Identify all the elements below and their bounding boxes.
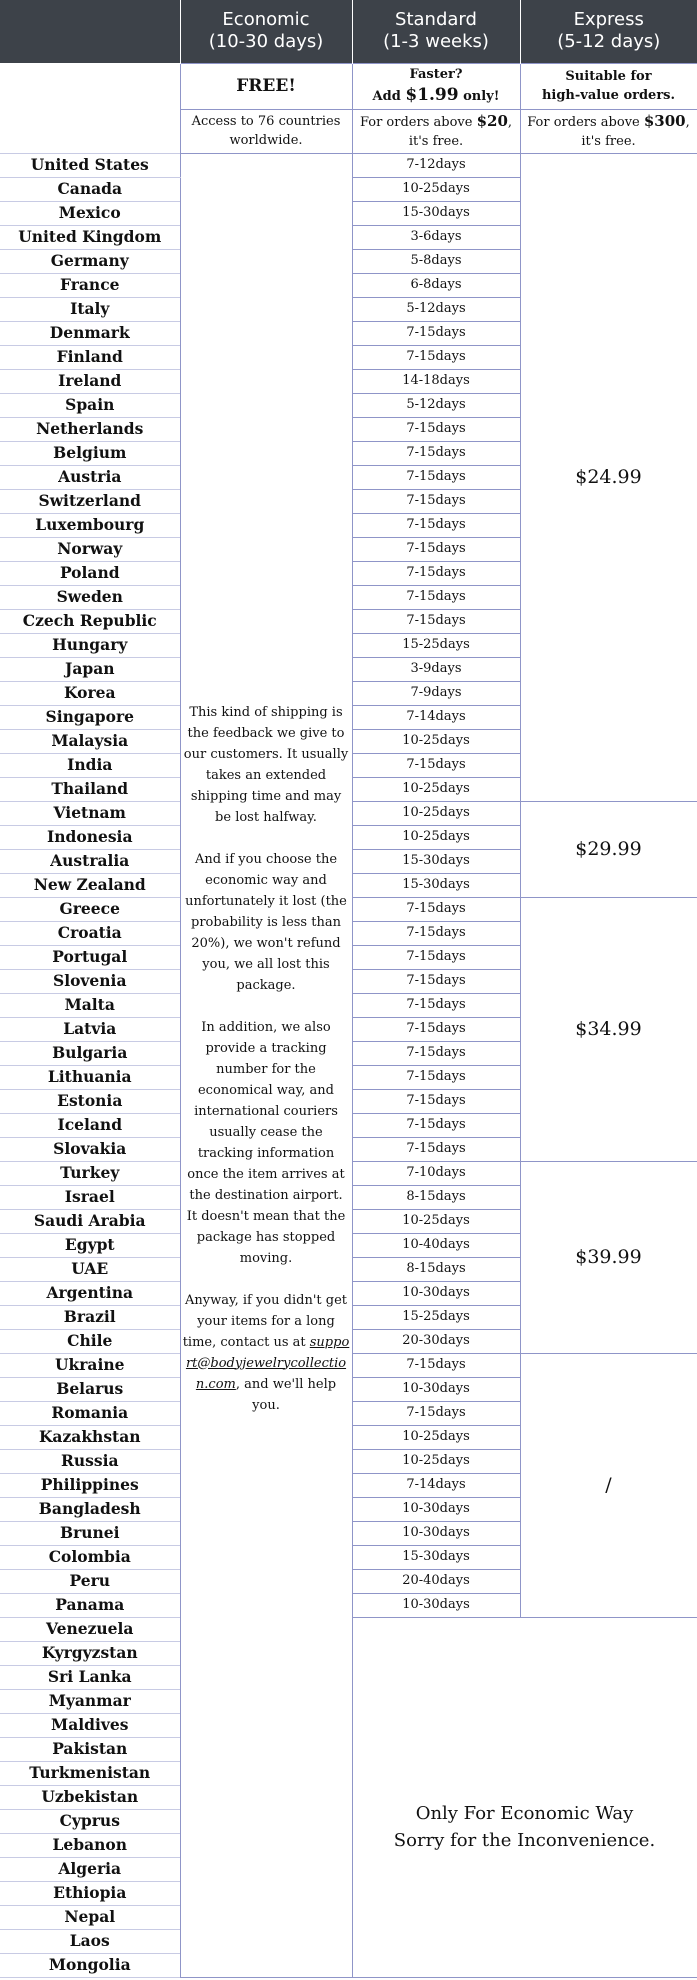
standard-days: 10-30days: [352, 1497, 520, 1521]
table-row: [0, 153, 697, 177]
standard-days: 7-15days: [352, 1353, 520, 1377]
standard-days: 3-6days: [352, 225, 520, 249]
economic-description: This kind of shipping is the feedback we give to our customers. It usually takes an extended shipping time and may be lost halfway. And if you choose the economic way and unfortunately it lost (the probability is less than 20%), we won't refund you, we all lost this package. In addition, we also provide a tracking number for the economical way, and international couriers usually cease the tracking information once the item arrives at the destination airport. It doesn't mean that the package has stopped moving. Anyway, if you didn't get your items for a long time, contact us at support@bodyjewelrycollection.com, and we'll help you.: [180, 153, 352, 1977]
country-name: Austria: [0, 465, 180, 489]
standard-days: 7-15days: [352, 1017, 520, 1041]
country-name: Singapore: [0, 705, 180, 729]
standard-offer: Faster? Add $1.99 only!: [352, 63, 520, 109]
country-name: Ukraine: [0, 1353, 180, 1377]
standard-days: 7-15days: [352, 489, 520, 513]
standard-days: 15-30days: [352, 873, 520, 897]
express-price: /: [520, 1353, 697, 1617]
standard-days: 15-25days: [352, 1305, 520, 1329]
country-name: Kazakhstan: [0, 1425, 180, 1449]
country-name: Slovenia: [0, 969, 180, 993]
standard-days: 7-15days: [352, 897, 520, 921]
country-name: Maldives: [0, 1713, 180, 1737]
country-name: Israel: [0, 1185, 180, 1209]
header-row: [0, 0, 697, 63]
support-email-link[interactable]: support@bodyjewelrycollection.com: [185, 1334, 350, 1392]
country-name: Colombia: [0, 1545, 180, 1569]
country-name: Greece: [0, 897, 180, 921]
country-name: Netherlands: [0, 417, 180, 441]
standard-days: 7-15days: [352, 1041, 520, 1065]
standard-days: 7-15days: [352, 465, 520, 489]
country-name: Slovakia: [0, 1137, 180, 1161]
standard-days: 10-25days: [352, 1209, 520, 1233]
standard-days: 15-30days: [352, 201, 520, 225]
country-name: Turkey: [0, 1161, 180, 1185]
standard-days: 7-15days: [352, 945, 520, 969]
country-name: Ethiopia: [0, 1881, 180, 1905]
standard-days: 10-30days: [352, 1377, 520, 1401]
country-name: Bangladesh: [0, 1497, 180, 1521]
country-name: New Zealand: [0, 873, 180, 897]
economic-free: FREE!: [180, 63, 352, 109]
country-name: Belarus: [0, 1377, 180, 1401]
header-economic: Economic (10-30 days): [180, 0, 352, 63]
standard-days: 10-25days: [352, 1449, 520, 1473]
country-name: Indonesia: [0, 825, 180, 849]
country-name: Mongolia: [0, 1953, 180, 1977]
country-name: Lithuania: [0, 1065, 180, 1089]
country-name: France: [0, 273, 180, 297]
country-name: Australia: [0, 849, 180, 873]
country-name: United Kingdom: [0, 225, 180, 249]
country-name: Nepal: [0, 1905, 180, 1929]
standard-days: 20-40days: [352, 1569, 520, 1593]
country-name: Germany: [0, 249, 180, 273]
express-price: $29.99: [520, 801, 697, 897]
standard-days: 7-15days: [352, 561, 520, 585]
country-name: Mexico: [0, 201, 180, 225]
country-name: Croatia: [0, 921, 180, 945]
standard-note: For orders above $20, it's free.: [352, 109, 520, 153]
country-name: Myanmar: [0, 1689, 180, 1713]
country-name: India: [0, 753, 180, 777]
country-name: Laos: [0, 1929, 180, 1953]
country-name: Italy: [0, 297, 180, 321]
country-name: Turkmenistan: [0, 1761, 180, 1785]
standard-days: 7-10days: [352, 1161, 520, 1185]
country-name: Brunei: [0, 1521, 180, 1545]
country-name: Pakistan: [0, 1737, 180, 1761]
standard-days: 10-25days: [352, 825, 520, 849]
country-name: Spain: [0, 393, 180, 417]
standard-days: 7-15days: [352, 993, 520, 1017]
standard-days: 15-30days: [352, 1545, 520, 1569]
standard-days: 3-9days: [352, 657, 520, 681]
country-name: Latvia: [0, 1017, 180, 1041]
country-name: Saudi Arabia: [0, 1209, 180, 1233]
standard-days: 7-15days: [352, 753, 520, 777]
standard-days: 7-12days: [352, 153, 520, 177]
standard-days: 10-40days: [352, 1233, 520, 1257]
country-name: Japan: [0, 657, 180, 681]
header-express: Express (5-12 days): [520, 0, 697, 63]
standard-days: 10-30days: [352, 1521, 520, 1545]
country-name: Brazil: [0, 1305, 180, 1329]
standard-days: 7-15days: [352, 969, 520, 993]
standard-days: 7-15days: [352, 585, 520, 609]
country-name: Poland: [0, 561, 180, 585]
country-name: Philippines: [0, 1473, 180, 1497]
express-price: $24.99: [520, 153, 697, 801]
economic-note: Access to 76 countries worldwide.: [180, 109, 352, 153]
country-name: Venezuela: [0, 1617, 180, 1641]
standard-days: 20-30days: [352, 1329, 520, 1353]
country-name: Ireland: [0, 369, 180, 393]
standard-days: 7-15days: [352, 345, 520, 369]
country-name: Finland: [0, 345, 180, 369]
country-name: Russia: [0, 1449, 180, 1473]
standard-days: 7-15days: [352, 1401, 520, 1425]
header-blank: [0, 0, 180, 63]
standard-days: 7-15days: [352, 441, 520, 465]
country-name: Bulgaria: [0, 1041, 180, 1065]
standard-days: 10-30days: [352, 1281, 520, 1305]
header-standard: Standard (1-3 weeks): [352, 0, 520, 63]
standard-days: 10-25days: [352, 1425, 520, 1449]
standard-days: 7-15days: [352, 513, 520, 537]
country-name: Estonia: [0, 1089, 180, 1113]
country-name: Canada: [0, 177, 180, 201]
standard-days: 5-8days: [352, 249, 520, 273]
standard-days: 7-15days: [352, 921, 520, 945]
country-name: Luxembourg: [0, 513, 180, 537]
standard-days: 8-15days: [352, 1185, 520, 1209]
standard-days: 6-8days: [352, 273, 520, 297]
standard-days: 15-25days: [352, 633, 520, 657]
country-name: Sweden: [0, 585, 180, 609]
country-name: Switzerland: [0, 489, 180, 513]
country-name: Malta: [0, 993, 180, 1017]
country-name: Hungary: [0, 633, 180, 657]
country-name: Panama: [0, 1593, 180, 1617]
standard-days: 8-15days: [352, 1257, 520, 1281]
country-name: Cyprus: [0, 1809, 180, 1833]
country-name: Norway: [0, 537, 180, 561]
country-name: Argentina: [0, 1281, 180, 1305]
country-name: Egypt: [0, 1233, 180, 1257]
standard-days: 7-14days: [352, 705, 520, 729]
country-name: Denmark: [0, 321, 180, 345]
country-name: United States: [0, 153, 180, 177]
standard-days: 7-15days: [352, 1065, 520, 1089]
standard-days: 10-25days: [352, 177, 520, 201]
country-name: Belgium: [0, 441, 180, 465]
country-name: Lebanon: [0, 1833, 180, 1857]
standard-days: 5-12days: [352, 393, 520, 417]
country-name: Uzbekistan: [0, 1785, 180, 1809]
standard-days: 7-15days: [352, 609, 520, 633]
standard-days: 14-18days: [352, 369, 520, 393]
standard-days: 7-15days: [352, 321, 520, 345]
express-price: $34.99: [520, 897, 697, 1161]
offer-row: [0, 63, 697, 109]
express-note: For orders above $300, it's free.: [520, 109, 697, 153]
standard-days: 7-15days: [352, 417, 520, 441]
standard-days: 7-9days: [352, 681, 520, 705]
country-name: Sri Lanka: [0, 1665, 180, 1689]
standard-price: $1.99: [405, 85, 459, 105]
standard-days: 7-15days: [352, 1137, 520, 1161]
country-name: UAE: [0, 1257, 180, 1281]
country-name: Algeria: [0, 1857, 180, 1881]
standard-days: 15-30days: [352, 849, 520, 873]
standard-days: 7-14days: [352, 1473, 520, 1497]
country-name: Korea: [0, 681, 180, 705]
economic-only-notice: Only For Economic Way Sorry for the Inconvenience.: [352, 1617, 697, 1977]
standard-days: 7-15days: [352, 537, 520, 561]
standard-days: 7-15days: [352, 1113, 520, 1137]
standard-days: 7-15days: [352, 1089, 520, 1113]
country-name: Vietnam: [0, 801, 180, 825]
offer-blank: [0, 63, 180, 153]
country-name: Malaysia: [0, 729, 180, 753]
standard-days: 10-25days: [352, 729, 520, 753]
express-offer: Suitable for high-value orders.: [520, 63, 697, 109]
country-name: Thailand: [0, 777, 180, 801]
country-name: Romania: [0, 1401, 180, 1425]
standard-days: 5-12days: [352, 297, 520, 321]
standard-days: 10-25days: [352, 801, 520, 825]
country-name: Peru: [0, 1569, 180, 1593]
country-name: Kyrgyzstan: [0, 1641, 180, 1665]
standard-days: 10-30days: [352, 1593, 520, 1617]
standard-days: 10-25days: [352, 777, 520, 801]
country-name: Czech Republic: [0, 609, 180, 633]
express-price: $39.99: [520, 1161, 697, 1353]
country-name: Portugal: [0, 945, 180, 969]
country-name: Chile: [0, 1329, 180, 1353]
country-name: Iceland: [0, 1113, 180, 1137]
